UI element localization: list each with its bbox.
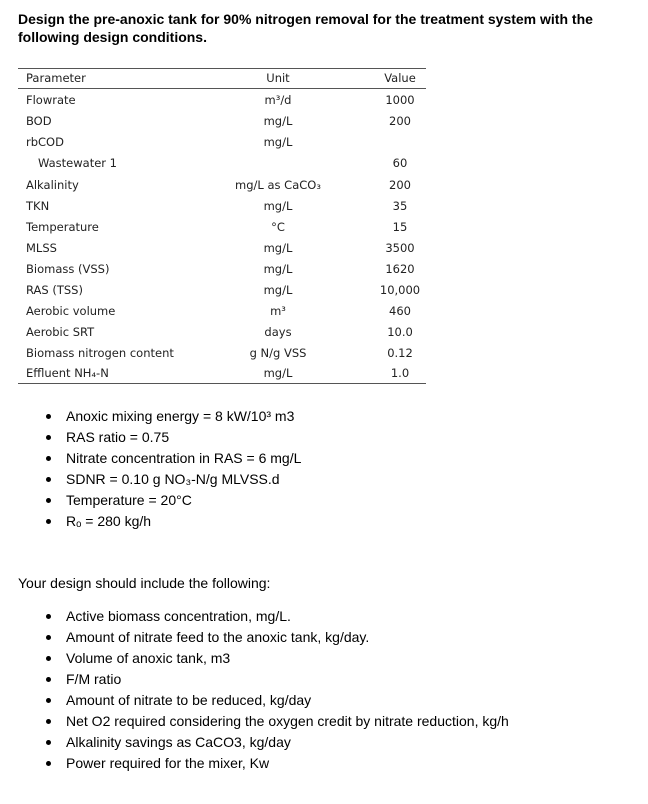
row-parameter: Biomass (VSS): [26, 262, 110, 276]
bullet-icon: [46, 498, 51, 503]
condition-text: Anoxic mixing energy = 8 kW/10³ m3: [66, 408, 295, 424]
table-row: [18, 322, 426, 342]
bullet-icon: [46, 477, 51, 482]
requirement-text: Amount of nitrate feed to the anoxic tank, kg/day.: [66, 629, 370, 645]
table-row: [18, 90, 426, 110]
list-item: [46, 606, 509, 627]
row-unit: mg/L: [263, 262, 293, 276]
row-parameter: Temperature: [26, 220, 99, 234]
row-value: 3500: [385, 241, 415, 255]
condition-text: RAS ratio = 0.75: [66, 429, 170, 445]
requirement-text: Active biomass concentration, mg/L.: [66, 608, 291, 624]
bullet-icon: [46, 719, 51, 724]
row-value: 10.0: [387, 325, 413, 339]
table-row: [18, 343, 426, 363]
list-item: [46, 469, 301, 490]
row-unit: °C: [271, 220, 285, 234]
table-row: [18, 132, 426, 152]
bullet-icon: [46, 761, 51, 766]
list-item: [46, 627, 509, 648]
row-unit: m³: [270, 304, 286, 318]
row-value: 15: [392, 220, 408, 234]
list-item: [46, 448, 301, 469]
header-unit: Unit: [266, 71, 290, 85]
design-conditions-list: [46, 406, 301, 532]
row-unit: mg/L: [263, 199, 293, 213]
row-unit: m³/d: [264, 93, 292, 107]
table-row: [18, 238, 426, 258]
row-unit: mg/L: [263, 241, 293, 255]
table-row: [18, 217, 426, 237]
bullet-icon: [46, 740, 51, 745]
table-header-rule: [18, 88, 426, 89]
list-item: [46, 406, 301, 427]
requirement-text: Amount of nitrate to be reduced, kg/day: [66, 692, 312, 708]
bullet-icon: [46, 698, 51, 703]
row-parameter: BOD: [26, 114, 52, 128]
table-row: [18, 363, 426, 383]
row-parameter: Effluent NH₄-N: [26, 366, 109, 380]
bullet-icon: [46, 614, 51, 619]
requirement-text: F/M ratio: [66, 671, 122, 687]
condition-text: SDNR = 0.10 g NO₃-N/g MLVSS.d: [66, 471, 280, 487]
row-parameter: rbCOD: [26, 135, 64, 149]
row-parameter: Alkalinity: [26, 178, 79, 192]
row-unit: mg/L: [263, 366, 293, 380]
row-parameter: Flowrate: [26, 93, 76, 107]
table-row: [18, 259, 426, 279]
bullet-icon: [46, 519, 51, 524]
list-item: [46, 711, 509, 732]
table-row: [18, 301, 426, 321]
row-value: 10,000: [379, 283, 421, 297]
table-row: [18, 280, 426, 300]
bullet-icon: [46, 635, 51, 640]
row-unit: mg/L: [263, 283, 293, 297]
row-unit: mg/L: [263, 114, 293, 128]
table-row: [18, 153, 426, 173]
header-value: Value: [384, 71, 416, 85]
list-item: [46, 732, 509, 753]
row-value: 200: [389, 114, 411, 128]
row-value: 60: [392, 156, 408, 170]
row-unit: days: [264, 325, 292, 339]
bullet-icon: [46, 414, 51, 419]
requirement-text: Alkalinity savings as CaCO3, kg/day: [66, 734, 291, 750]
condition-text: Nitrate concentration in RAS = 6 mg/L: [66, 450, 302, 466]
row-unit: g N/g VSS: [249, 346, 307, 360]
row-value: 0.12: [387, 346, 413, 360]
list-item: [46, 669, 509, 690]
requirement-text: Volume of anoxic tank, m3: [66, 650, 231, 666]
table-header-row: [18, 68, 426, 88]
condition-text: Temperature = 20°C: [66, 492, 192, 508]
row-parameter: Aerobic volume: [26, 304, 116, 318]
row-unit: mg/L as CaCO₃: [235, 178, 321, 192]
list-item: [46, 511, 301, 532]
list-item: [46, 690, 509, 711]
row-parameter: Aerobic SRT: [26, 325, 95, 339]
header-parameter: Parameter: [26, 71, 86, 85]
row-value: 200: [389, 178, 411, 192]
row-value: 460: [389, 304, 411, 318]
requirement-text: Power required for the mixer, Kw: [66, 755, 270, 771]
row-parameter: Wastewater 1: [38, 156, 117, 170]
row-parameter: TKN: [26, 199, 50, 213]
requirement-text: Net O2 required considering the oxygen credit by nitrate reduction, kg/h: [66, 713, 509, 729]
table-row: [18, 175, 426, 195]
list-item: [46, 753, 509, 774]
row-unit: mg/L: [263, 135, 293, 149]
row-value: 1620: [385, 262, 415, 276]
list-item: [46, 427, 301, 448]
table-bottom-rule: [18, 383, 426, 384]
problem-title: Design the pre-anoxic tank for 90% nitrogen removal for the treatment system with the following design conditions.: [18, 11, 593, 45]
bullet-icon: [46, 456, 51, 461]
requirements-intro: Your design should include the following:: [18, 575, 271, 591]
row-parameter: Biomass nitrogen content: [26, 346, 174, 360]
row-parameter: MLSS: [26, 241, 57, 255]
bullet-icon: [46, 656, 51, 661]
row-value: 35: [392, 199, 408, 213]
row-parameter: RAS (TSS): [26, 283, 83, 297]
condition-text: Rₒ = 280 kg/h: [66, 513, 152, 529]
row-value: 1.0: [390, 366, 410, 380]
bullet-icon: [46, 435, 51, 440]
requirements-list: [46, 606, 509, 774]
list-item: [46, 648, 509, 669]
list-item: [46, 490, 301, 511]
table-row: [18, 111, 426, 131]
bullet-icon: [46, 677, 51, 682]
table-row: [18, 196, 426, 216]
row-value: 1000: [385, 93, 415, 107]
